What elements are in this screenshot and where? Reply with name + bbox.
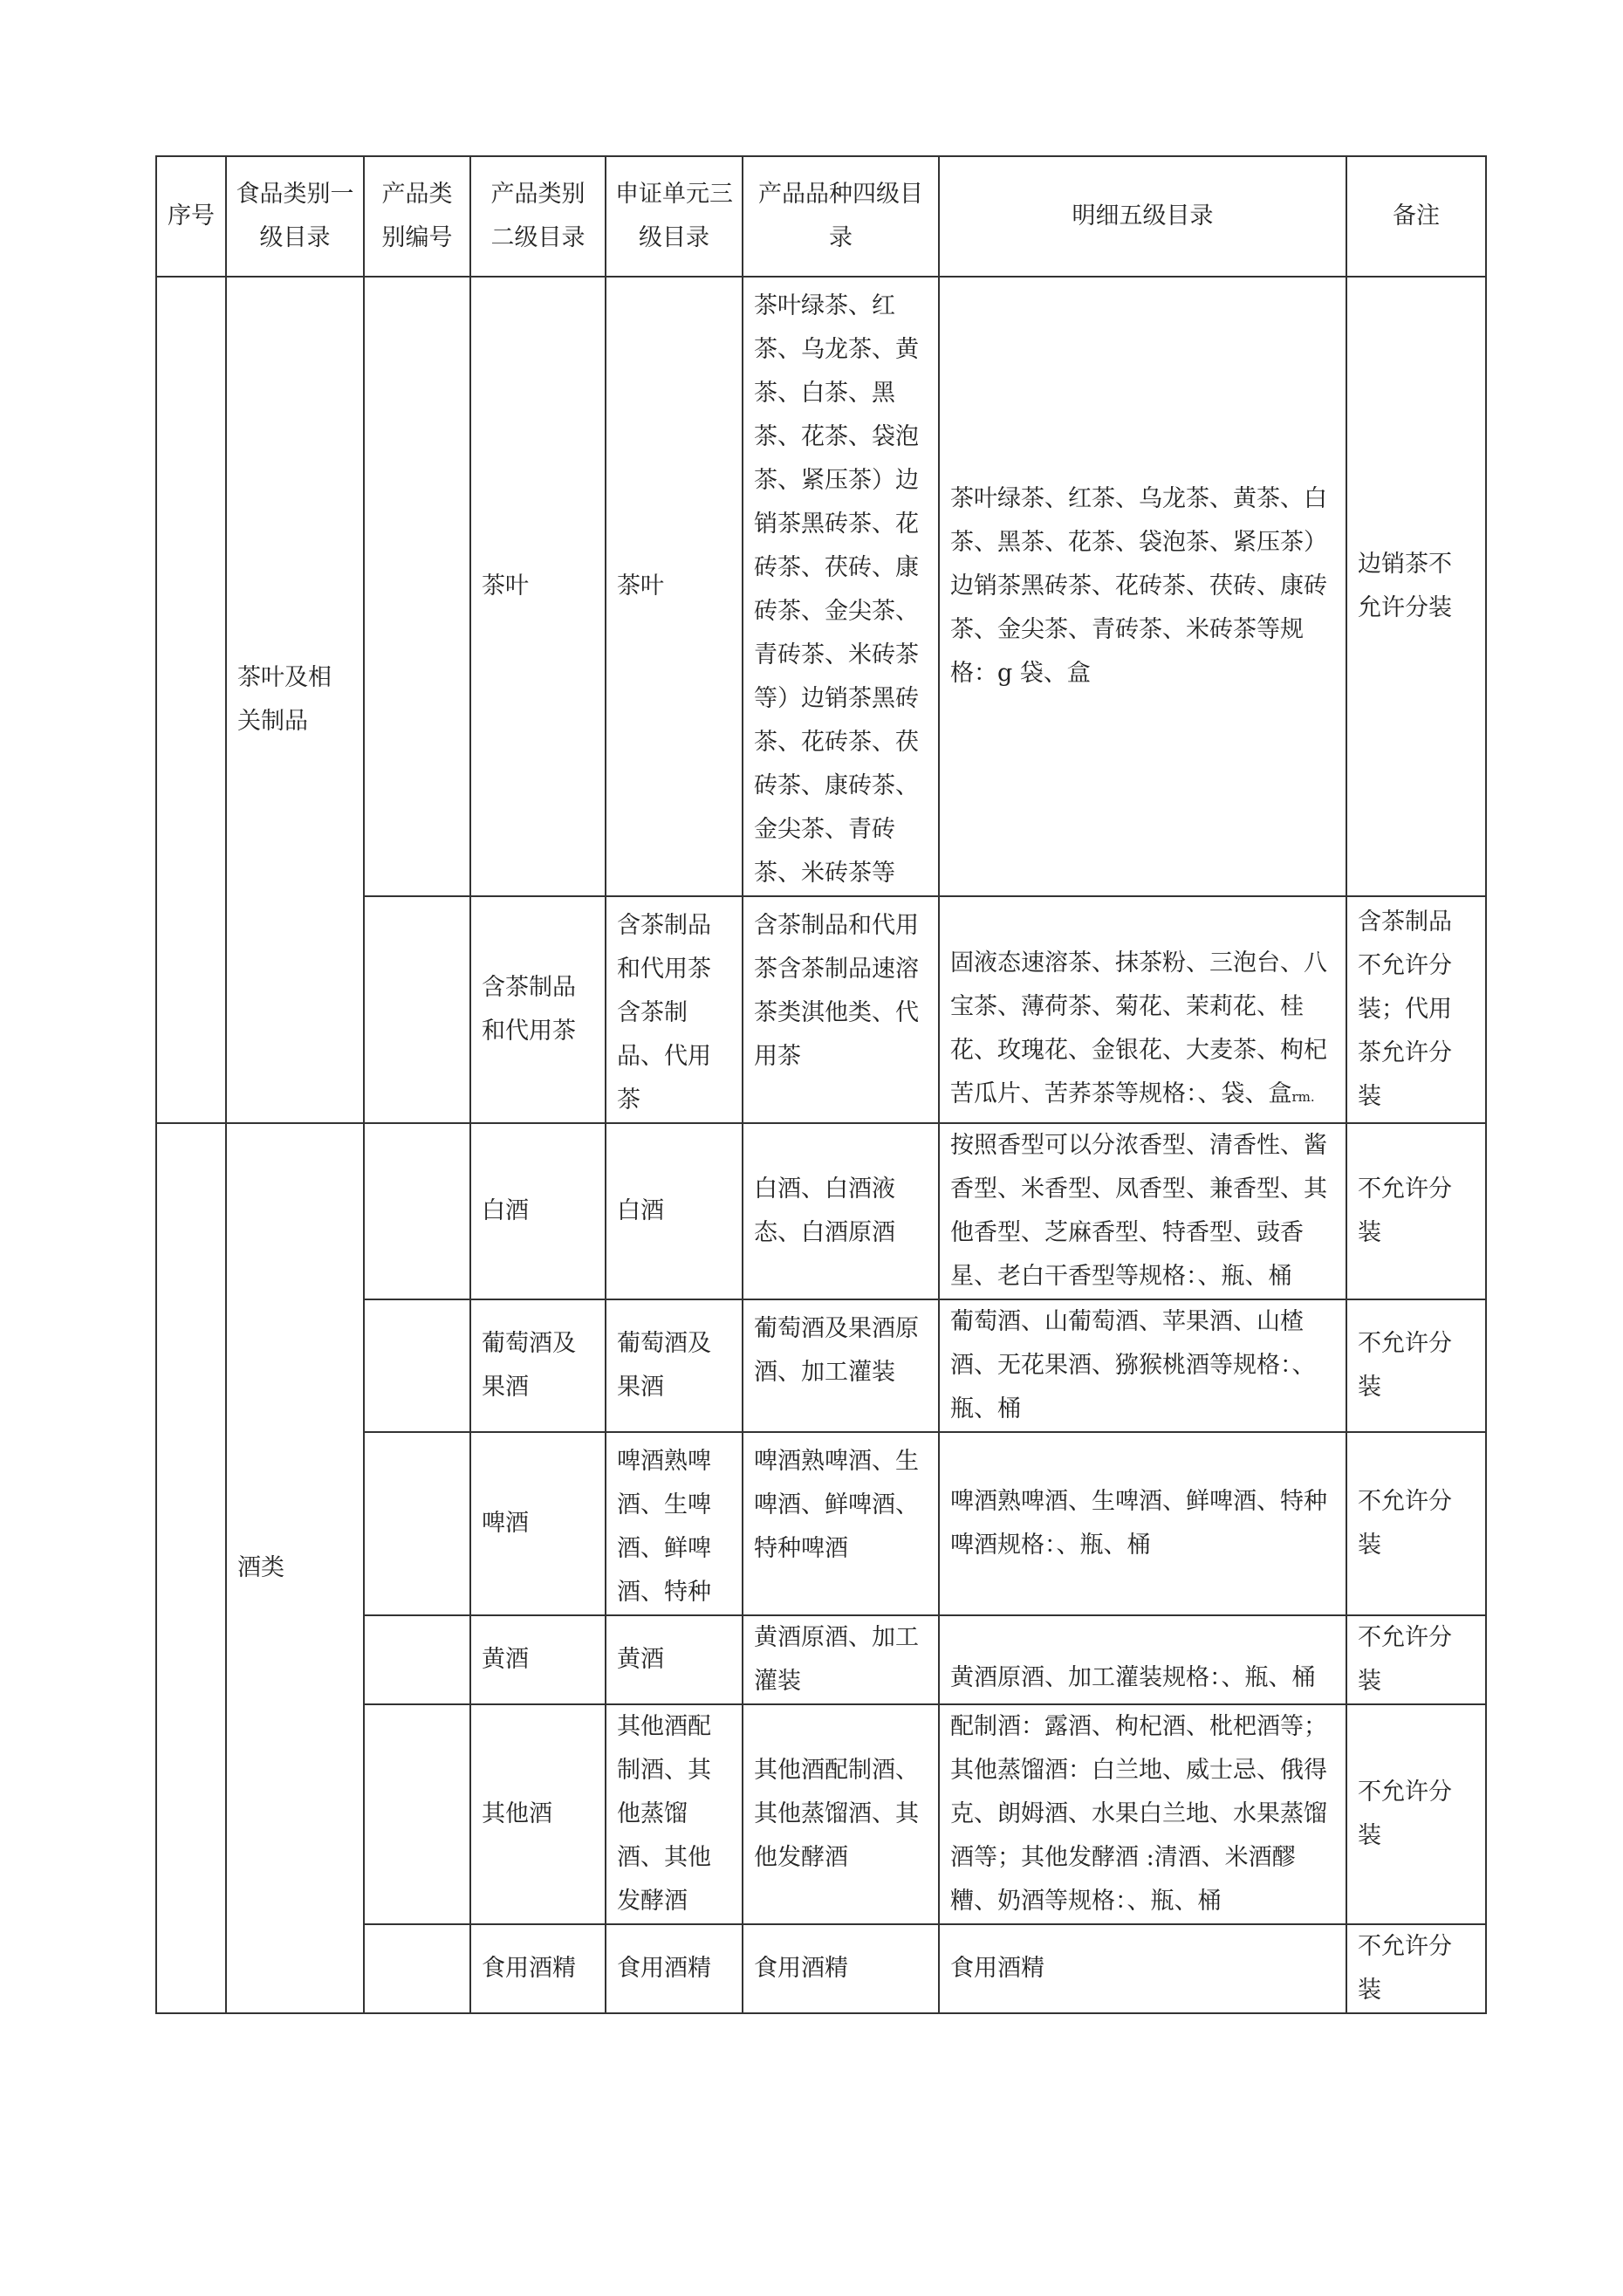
product-code-cell: [364, 1924, 470, 2013]
detail-cell: 黄酒原酒、加工灌装规格：、瓶、桶: [939, 1615, 1346, 1704]
cert-unit-cell: 含茶制品和代用茶含茶制品、代用茶: [606, 896, 743, 1123]
variety-cell: 黄酒原酒、加工灌装: [743, 1615, 939, 1704]
product-category-cell: 黄酒: [470, 1615, 606, 1704]
detail-cell: 按照香型可以分浓香型、清香性、酱香型、米香型、凤香型、兼香型、其他香型、芝麻香型、特香型、豉香星、老白干香型等规格：、瓶、桶: [939, 1123, 1346, 1299]
cert-unit-cell: 其他酒配制酒、其他蒸馏酒、其他发酵酒: [606, 1704, 743, 1924]
header-variety: 产品品种四级目录: [743, 156, 939, 277]
variety-cell: 食用酒精: [743, 1924, 939, 2013]
cert-unit-cell: 黄酒: [606, 1615, 743, 1704]
product-category-cell: 葡萄酒及果酒: [470, 1299, 606, 1432]
header-note: 备注: [1346, 156, 1486, 277]
cert-unit-cell: 白酒: [606, 1123, 743, 1299]
variety-cell: 白酒、白酒液态、白酒原酒: [743, 1123, 939, 1299]
note-cell: 含茶制品不允许分装；代用茶允许分装: [1346, 896, 1486, 1123]
cert-unit-cell: 食用酒精: [606, 1924, 743, 2013]
cert-unit-cell: 茶叶: [606, 277, 743, 896]
product-category-cell: 含茶制品和代用茶: [470, 896, 606, 1123]
variety-cell: 茶叶绿茶、红茶、乌龙茶、黄茶、白茶、黑茶、花茶、袋泡茶、紧压茶）边销茶黑砖茶、花砖茶、茯砖、康砖茶、金尖茶、青砖茶、米砖茶等）边销茶黑砖茶、花砖茶、茯砖茶、康砖茶、金尖茶、青砖茶、米砖茶等: [743, 277, 939, 896]
variety-cell: 其他酒配制酒、其他蒸馏酒、其他发酵酒: [743, 1704, 939, 1924]
table-row: [156, 1123, 1486, 1299]
product-code-cell: [364, 896, 470, 1123]
note-cell: 不允许分装: [1346, 1704, 1486, 1924]
header-row: [156, 156, 1486, 277]
variety-cell: 啤酒熟啤酒、生啤酒、鲜啤酒、特种啤酒: [743, 1432, 939, 1615]
detail-cell: 食用酒精: [939, 1924, 1346, 2013]
variety-cell: 含茶制品和代用茶含茶制品速溶茶类淇他类、代用茶: [743, 896, 939, 1123]
detail-cell: [939, 896, 1346, 1123]
cert-unit-cell: 葡萄酒及果酒: [606, 1299, 743, 1432]
table-row: [156, 277, 1486, 896]
product-code-cell: [364, 1432, 470, 1615]
header-product-code: 产品类别编号: [364, 156, 470, 277]
header-detail: 明细五级目录: [939, 156, 1346, 277]
product-category-cell: 其他酒: [470, 1704, 606, 1924]
detail-cell: 啤酒熟啤酒、生啤酒、鲜啤酒、特种啤酒规格：、瓶、桶: [939, 1432, 1346, 1615]
detail-tail-text: rm.: [1291, 1089, 1315, 1105]
note-cell: 边销茶不允许分装: [1346, 277, 1486, 896]
product-category-cell: 啤酒: [470, 1432, 606, 1615]
note-cell: 不允许分装: [1346, 1432, 1486, 1615]
header-product-category: 产品类别二级目录: [470, 156, 606, 277]
note-cell: 不允许分装: [1346, 1123, 1486, 1299]
product-category-cell: 白酒: [470, 1123, 606, 1299]
product-code-cell: [364, 1123, 470, 1299]
detail-cell: 葡萄酒、山葡萄酒、苹果酒、山楂酒、无花果酒、猕猴桃酒等规格：、瓶、桶: [939, 1299, 1346, 1432]
cert-unit-cell: 啤酒熟啤酒、生啤酒、鲜啤酒、特种: [606, 1432, 743, 1615]
product-code-cell: [364, 277, 470, 896]
note-cell: 不允许分装: [1346, 1615, 1486, 1704]
detail-cell: 配制酒：露酒、枸杞酒、枇杷酒等；其他蒸馏酒：白兰地、威士忌、俄得克、朗姆酒、水果白兰地、水果蒸馏酒等；其他发酵酒 :清酒、米酒醪糟、奶酒等规格：、瓶、桶: [939, 1704, 1346, 1924]
header-cert-unit: 申证单元三级目录: [606, 156, 743, 277]
header-seq: 序号: [156, 156, 226, 277]
variety-cell: 葡萄酒及果酒原酒、加工灌装: [743, 1299, 939, 1432]
food-category-cell: 酒类: [226, 1123, 364, 2013]
product-category-cell: 茶叶: [470, 277, 606, 896]
detail-cell: 茶叶绿茶、红茶、乌龙茶、黄茶、白茶、黑茶、花茶、袋泡茶、紧压茶）边销茶黑砖茶、花砖茶、茯砖、康砖茶、金尖茶、青砖茶、米砖茶等规格：g 袋、盒: [939, 277, 1346, 896]
product-code-cell: [364, 1704, 470, 1924]
detail-text: 固液态速溶茶、抹茶粉、三泡台、八宝茶、薄荷茶、菊花、茉莉花、桂花、玫瑰花、金银花、大麦茶、枸杞苦瓜片、苦荞茶等规格：、袋、盒: [950, 949, 1327, 1107]
note-cell: 不允许分装: [1346, 1924, 1486, 2013]
food-category-cell: 茶叶及相关制品: [226, 277, 364, 1123]
header-food-category: 食品类别一级目录: [226, 156, 364, 277]
note-cell: 不允许分装: [1346, 1299, 1486, 1432]
food-catalog-table: [155, 155, 1487, 2014]
seq-cell: [156, 277, 226, 1123]
seq-cell: [156, 1123, 226, 2013]
product-category-cell: 食用酒精: [470, 1924, 606, 2013]
product-code-cell: [364, 1299, 470, 1432]
product-code-cell: [364, 1615, 470, 1704]
